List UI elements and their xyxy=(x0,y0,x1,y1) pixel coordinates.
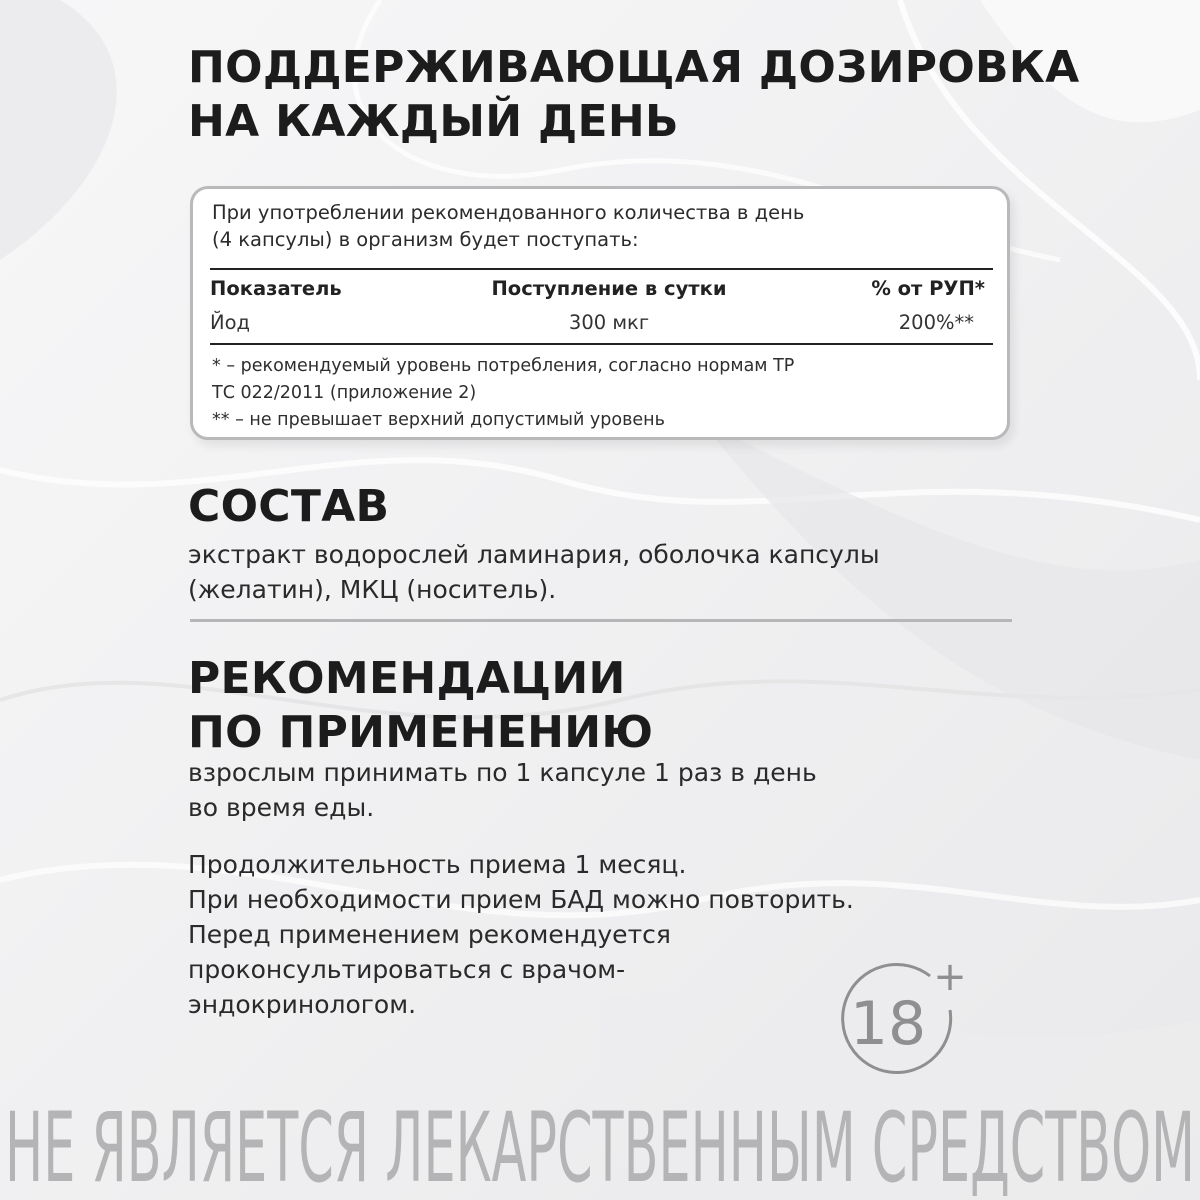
section-divider xyxy=(190,619,1012,622)
recommendations-title-line1: РЕКОМЕНДАЦИИ xyxy=(188,653,626,704)
table-top-rule xyxy=(210,268,993,270)
recommendations-dosage-line1: взрослым принимать по 1 капсуле 1 раз в день xyxy=(188,758,817,787)
age-badge-plus: + xyxy=(933,958,967,1000)
table-header-intake-label: Поступление в сутки xyxy=(491,277,727,300)
dosage-intro-line1: При употреблении рекомендованного количества в день xyxy=(212,201,805,224)
table-cell-iodine: Йод xyxy=(210,311,250,334)
duration-line5: эндокринологом. xyxy=(188,990,417,1019)
dosage-title-line1: ПОДДЕРЖИВАЮЩАЯ ДОЗИРОВКА xyxy=(188,42,1080,93)
table-bottom-rule xyxy=(210,343,993,345)
recommendations-title xyxy=(188,652,653,760)
table-header-percent: % от РУП* xyxy=(871,277,985,300)
footer-disclaimer xyxy=(0,1084,1200,1200)
dosage-intro-line2: (4 капсулы) в организм будет поступать: xyxy=(212,228,639,251)
dosage-title-line2: НА КАЖДЫЙ ДЕНЬ xyxy=(188,96,679,147)
composition-line2: (желатин), МКЦ (носитель). xyxy=(188,575,557,604)
composition-text xyxy=(188,537,880,607)
dosage-intro xyxy=(212,199,992,253)
recommendations-title-line2: ПО ПРИМЕНЕНИЮ xyxy=(188,707,654,758)
recommendations-duration xyxy=(188,847,854,1022)
table-cell-iodine-amount-value: 300 мкг xyxy=(568,311,650,334)
table-footnotes xyxy=(212,353,992,434)
footer-disclaimer-text: НЕ ЯВЛЯЕТСЯ ЛЕКАРСТВЕННЫМ СРЕДСТВОМ xyxy=(5,1092,1195,1200)
duration-line2: При необходимости прием БАД можно повторить. xyxy=(188,885,854,914)
footnote-1-line1: * – рекомендуемый уровень потребления, согласно нормам ТР xyxy=(212,356,795,376)
recommendations-dosage-line2: во время еды. xyxy=(188,793,375,822)
duration-line3: Перед применением рекомендуется xyxy=(188,920,671,949)
footnote-1-line2: ТС 022/2011 (приложение 2) xyxy=(212,383,477,403)
age-badge-number: 18 xyxy=(849,989,927,1059)
composition-title xyxy=(188,480,389,534)
duration-line1: Продолжительность приема 1 месяц. xyxy=(188,850,687,879)
table-cell-iodine-percent: 200%** xyxy=(898,311,974,334)
composition-title-text: СОСТАВ xyxy=(188,481,390,532)
duration-line4: проконсультироваться с врачом- xyxy=(188,955,626,984)
table-header-indicator: Показатель xyxy=(210,277,342,300)
composition-line1: экстракт водорослей ламинария, оболочка капсулы xyxy=(188,540,880,569)
recommendations-dosage xyxy=(188,755,817,825)
footnote-2: ** – не превышает верхний допустимый уровень xyxy=(212,410,665,430)
age-18-plus-icon xyxy=(822,958,972,1078)
dosage-title xyxy=(188,41,1080,149)
dosage-table-card xyxy=(190,186,1010,440)
